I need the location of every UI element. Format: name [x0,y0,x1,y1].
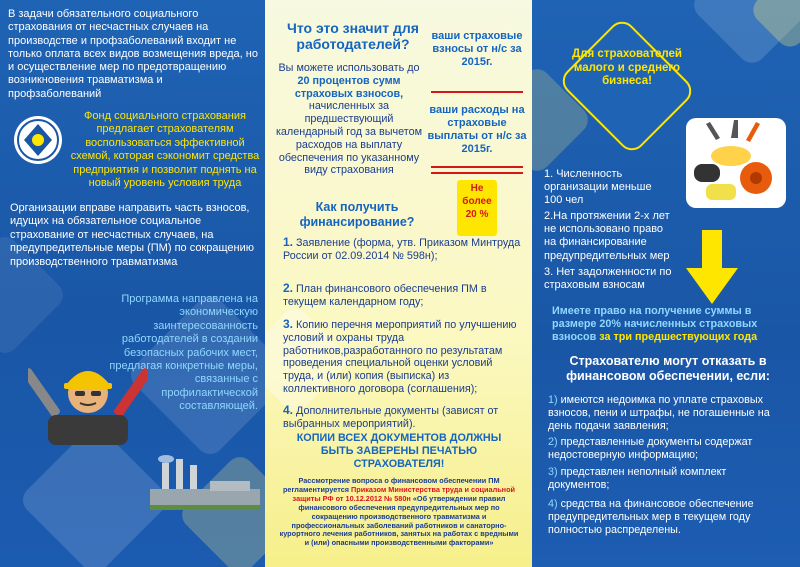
program-text: Программа направлена на экономическую заинтересованность работодателей в создании безопасных рабочих мест, предлагая конкретные меры, связанные с профилактической составляющей. [109,293,258,413]
orgs-right-text: Организации вправе направить часть взносов, идущих на обязательное социальное страхование от несчастных случаев, на предупредительные меры (ПМ) по сокращению производственного травматизма [10,202,254,268]
banner-text: Для страхователей малого и среднего бизнеса! [572,48,682,87]
step-3: 3. Копию перечня мероприятий по улучшению условий и охраны труда работников,разработанного по результатам проведения специальной оценки условий труда, и (или) копия (выписка) из коллективного договора (соглашения); [283,317,517,395]
reason-2: 2) представленные документы содержат недостоверную информацию; [548,436,753,461]
arrow-down-icon [682,230,742,306]
refuse-heading: Страхователю могут отказать в финансовом обеспечении, если: [566,354,770,383]
fund-offer-text: Фонд социального страхования предлагает страхователям воспользоваться эффективной схемой, которая сэкономит средства предприятия и позволит поднять на новый уровень условия труда [70,110,260,190]
legal-footnote: Рассмотрение вопроса о финансовом обеспечении ПМ регламентируется Приказом Министерства труда и социальной защиты РФ от 10.12.2012 № 580н «Об утверждении правил финансового обеспечения предупредительных мер по сокращению производственного травматизма и профессиональных заболеваний работников и санаторно-курортного лечения работников, занятых на работах с вредными и (или) опасными производственными факторами» [279,476,519,548]
safety-gear-photo [686,118,786,208]
intro-text: В задачи обязательного социального страхования от несчастных случаев на производстве и профзаболеваний входит не только оплата всех видов возмещения вреда, но и осуществление мер по предотвращению возникновения травматизма и профзаболеваний [8,8,258,100]
how-heading: Как получить финансирование? [299,200,415,229]
equals-line [431,166,523,168]
safety-equipment-icon [686,118,786,208]
worker-with-tools-icon [28,345,148,445]
step-1: 1. Заявление (форма, утв. Приказом Минтруда России от 02.09.2014 № 598н); [283,235,521,262]
minus-line [431,91,523,93]
panel-middle [265,0,532,567]
step-2: 2. План финансового обеспечения ПМ в текущем календарном году; [283,281,487,308]
side-note-contributions: ваши страховые взносы от н/с за 2015г. [431,30,523,68]
condition-2: 2.На протяжении 2-х лет не использовано право на финансирование предупредительных мер [544,210,670,262]
fss-logo-icon [12,114,64,166]
limit-badge: Не более 20 % [457,180,497,236]
equals-line [431,172,523,174]
employers-body: Вы можете использовать до 20 процентов сумм страховых взносов, начисленных за предшествующий календарный год за вычетом расходов на выплату обеспечения по указанному виду страхования [275,62,423,177]
step-4: 4. Дополнительные документы (зависят от выбранных мероприятий). [283,403,499,430]
panel-left [0,0,265,567]
panel-right [532,0,800,567]
side-note-payments: ваши расходы на страховые выплаты от н/с за 2015г. [427,104,527,155]
condition-1: 1. Численность организации меньше 100 чел [544,168,652,207]
factory-icon [150,455,260,510]
reason-4: 4) средства на финансовое обеспечение предупредительных мер в текущем году полностью распределены. [548,498,754,536]
reason-3: 3) представлен неполный комплект документов; [548,466,727,491]
copies-notice: КОПИИ ВСЕХ ДОКУМЕНТОВ ДОЛЖНЫ БЫТЬ ЗАВЕРЕНЫ ПЕЧАТЬЮ СТРАХОВАТЕЛЯ! [296,432,502,470]
condition-3: 3. Нет задолженности по страховым взносам [544,266,672,292]
right-to-amount-text: Имеете право на получение суммы в размере 20% начисленных страховых взносов за три предшествующих года [552,305,758,343]
employers-heading: Что это значит для работодателей? [287,20,419,52]
reason-1: 1) имеются недоимка по уплате страховых взносов, пени и штрафы, не погашенные на день подачи заявления; [548,394,770,432]
